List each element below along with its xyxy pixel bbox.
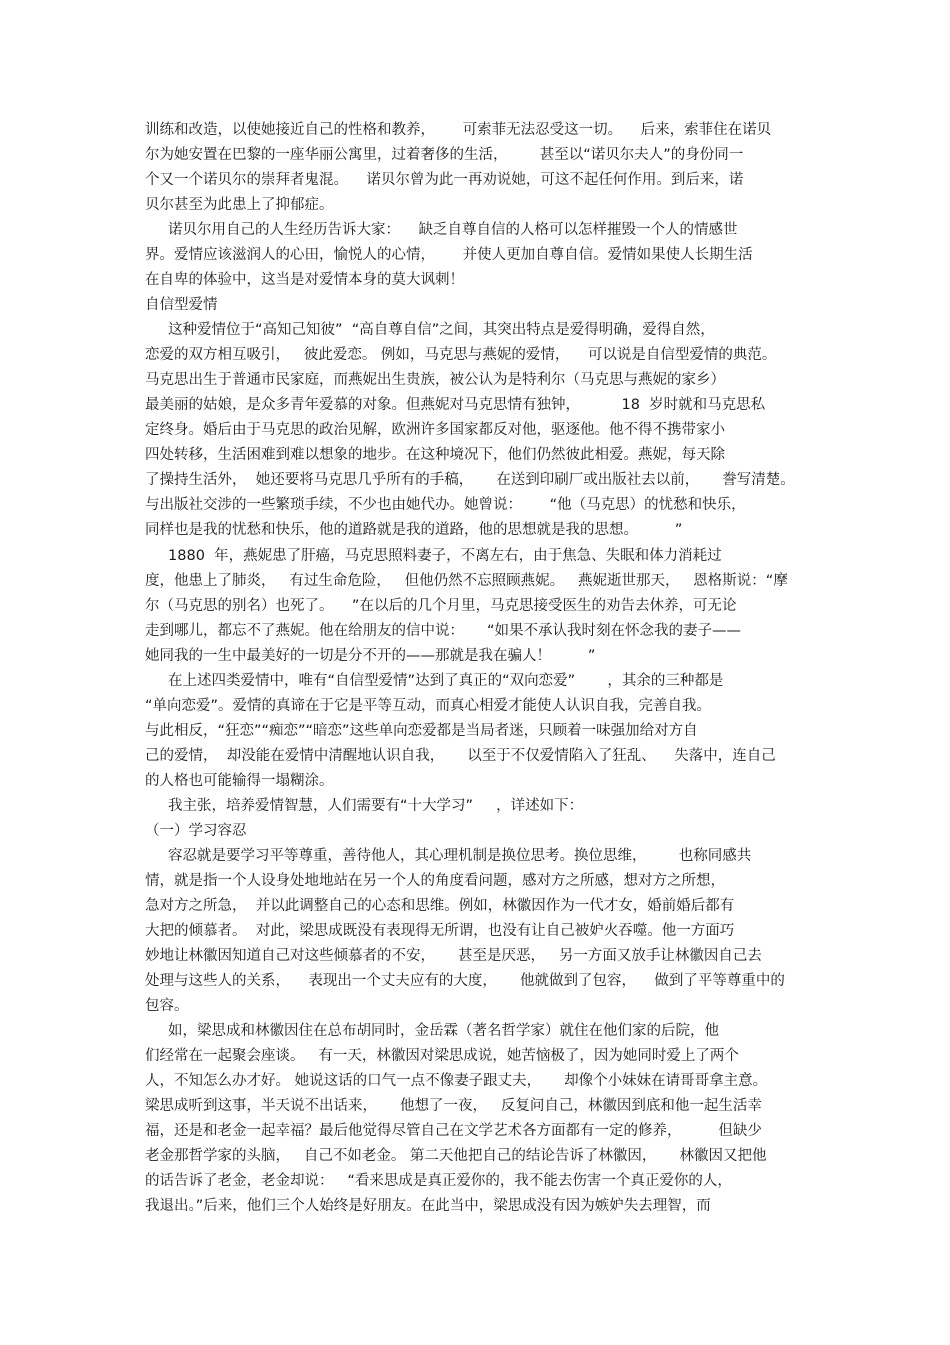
text-line: 这种爱情位于“高知己知彼” “高自尊自信”之间，其突出特点是爱得明确，爱得自然， <box>145 322 715 338</box>
text-line: 尔为她安置在巴黎的一座华丽公寓里，过着奢侈的生活， 甚至以“诺贝尔夫人”的身份同一 <box>145 147 744 163</box>
text-line: 个又一个诺贝尔的崇拜者鬼混。 诺贝尔曾为此一再劝说她，可这不起任何作用。到后来，诺 <box>145 172 744 188</box>
text-line: 的话告诉了老金，老金却说： “看来思成是真正爱你的，我不能去伤害一个真正爱你的人， <box>145 1173 732 1189</box>
text-line: 同样也是我的忧愁和快乐，他的道路就是我的道路，他的思想就是我的思想。 ” <box>145 522 683 538</box>
text-line: 我主张，培养爱情智慧，人们需要有“十大学习” ，详述如下： <box>145 798 584 814</box>
text-line: 的人格也可能输得一塌糊涂。 <box>145 773 334 789</box>
text-line: 度，他患上了肺炎， 有过生命危险， 但他仍然不忘照顾燕妮。 燕妮逝世那天， 恩格斯说：“摩 <box>145 573 788 589</box>
text-line: 恋爱的双方相互吸引， 彼此爱恋。 例如，马克思与燕妮的爱情， 可以说是自信型爱情的典范。 <box>145 347 777 363</box>
text-line: 急对方之所急， 并以此调整自己的心态和思维。例如，林徽因作为一代才女，婚前婚后都有 <box>145 898 735 914</box>
text-line: 与出版社交涉的一些繁琐手续，不少也由她代办。她曾说： “他（马克思）的忧愁和快乐， <box>145 497 746 513</box>
text-line: 包容。 <box>145 998 189 1014</box>
text-line: 界。爱情应该滋润人的心田，愉悦人的心情， 并使人更加自尊自信。爱情如果使人长期生活 <box>145 247 753 263</box>
text-line: 与此相反，“狂恋”“痴恋”“暗恋”这些单向恋爱都是当局者迷，只顾着一味强加给对方自 <box>145 723 698 739</box>
text-line: 1880 年，燕妮患了肝癌，马克思照料妻子，不离左右，由于焦急、失眠和体力消耗过 <box>145 548 722 564</box>
text-line: 四处转移，生活困难到难以想象的地步。在这种境况下，他们仍然彼此相爱。燕妮，每天除 <box>145 447 725 463</box>
text-line: 她同我的一生中最美好的一切是分不开的——那就是我在骗人！ ” <box>145 648 596 664</box>
text-line: 诺贝尔用自己的人生经历告诉大家： 缺乏自尊自信的人格可以怎样摧毁一个人的情感世 <box>145 222 738 238</box>
text-line: 走到哪儿，都忘不了燕妮。他在给朋友的信中说： “如果不承认我时刻在怀念我的妻子—— <box>145 623 742 639</box>
text-line: 大把的倾慕者。 对此，梁思成既没有表现得无所谓，也没有让自己被妒火吞噬。他一方面巧 <box>145 923 735 939</box>
text-line: 定终身。婚后由于马克思的政治见解，欧洲许多国家都反对他，驱逐他。他不得不携带家小 <box>145 422 725 438</box>
text-line: 我退出。”后来，他们三个人始终是好朋友。在此当中，梁思成没有因为嫉妒失去理智，而 <box>145 1198 711 1214</box>
text-line: 最美丽的姑娘，是众多青年爱慕的对象。但燕妮对马克思情有独钟， 18 岁时就和马克思私 <box>145 397 766 413</box>
section-heading: （一）学习容忍 <box>145 823 247 839</box>
text-line: 人，不知怎么办才好。 她说这话的口气一点不像妻子跟丈夫， 却像个小妹妹在请哥哥拿主意。 <box>145 1073 768 1089</box>
text-line: “单向恋爱”。爱情的真谛在于它是平等互动，而真心相爱才能使人认识自我，完善自我。 <box>145 698 712 714</box>
text-line: 处理与这些人的关系， 表现出一个丈夫应有的大度， 他就做到了包容， 做到了平等尊重中的 <box>145 973 785 989</box>
text-line: 在上述四类爱情中，唯有“自信型爱情”达到了真正的“双向恋爱” ，其余的三种都是 <box>145 673 724 689</box>
text-line: 们经常在一起聚会座谈。 有一天，林徽因对梁思成说，她苦恼极了，因为她同时爱上了两个 <box>145 1048 739 1064</box>
text-line: 在自卑的体验中，这当是对爱情本身的莫大讽刺！ <box>145 272 464 288</box>
text-line: 了操持生活外， 她还要将马克思几乎所有的手稿， 在送到印刷厂或出版社去以前， 誊写清楚。 <box>145 472 795 488</box>
text-line: 马克思出生于普通市民家庭，而燕妮出生贵族，被公认为是特利尔（马克思与燕妮的家乡） <box>145 372 725 388</box>
text-line: 老金那哲学家的头脑， 自己不如老金。 第二天他把自己的结论告诉了林徽因， 林徽因又把他 <box>145 1148 767 1164</box>
text-line: 情，就是指一个人设身处地地站在另一个人的角度看问题，感对方之所感，想对方之所想， <box>145 873 725 889</box>
text-line: 训练和改造，以使她接近自己的性格和教养， 可索菲无法忍受这一切。 后来，索菲住在诺贝 <box>145 122 772 138</box>
text-line: 尔（马克思的别名）也死了。 ”在以后的几个月里，马克思接受医生的劝告去休养，可无论 <box>145 598 737 614</box>
text-line: 梁思成听到这事，半天说不出话来， 他想了一夜， 反复问自己，林徽因到底和他一起生活幸 <box>145 1098 762 1114</box>
section-heading: 自信型爱情 <box>145 297 218 313</box>
text-line: 如，梁思成和林徽因住在总布胡同时，金岳霖（著名哲学家）就住在他们家的后院，他 <box>145 1023 720 1039</box>
text-line: 己的爱情， 却没能在爱情中清醒地认识自我， 以至于不仅爱情陷入了狂乱、 失落中，连自己 <box>145 748 776 764</box>
text-line: 贝尔甚至为此患上了抑郁症。 <box>145 197 334 213</box>
text-line: 福，还是和老金一起幸福？最后他觉得尽管自己在文学艺术各方面都有一定的修养， 但缺少 <box>145 1123 762 1139</box>
text-line: 容忍就是要学习平等尊重，善待他人，其心理机制是换位思考。换位思维， 也称同感共 <box>145 848 752 864</box>
text-line: 妙地让林徽因知道自己对这些倾慕者的不安， 甚至是厌恶， 另一方面又放手让林徽因自己去 <box>145 948 762 964</box>
